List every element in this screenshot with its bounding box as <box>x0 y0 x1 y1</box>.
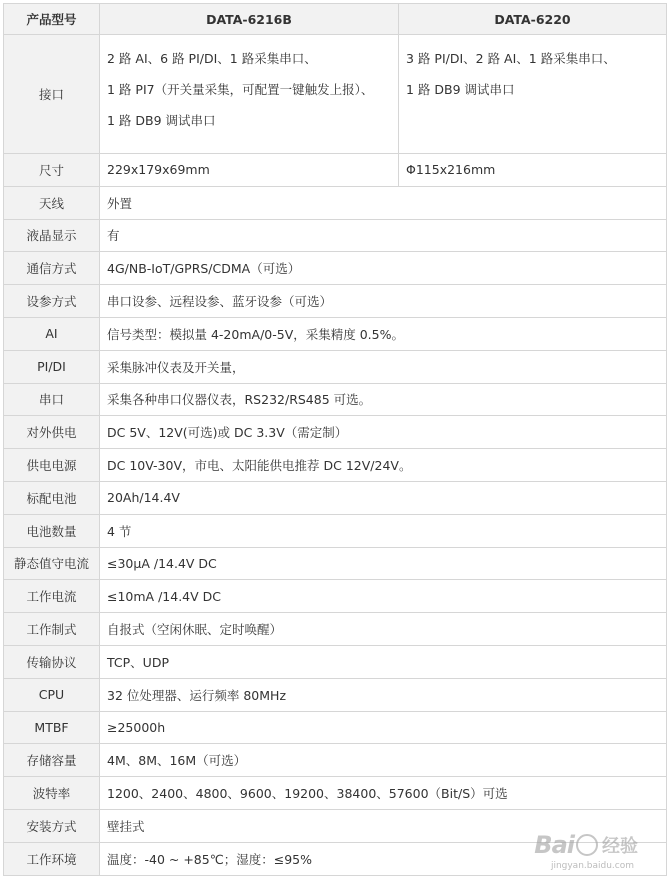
header-row <box>4 4 667 35</box>
watermark-brand: Bai <box>534 831 574 859</box>
table-row <box>4 317 667 350</box>
row-value: 有 <box>100 219 667 252</box>
row-value: ≤30μA /14.4V DC <box>100 547 667 580</box>
table-row <box>4 219 667 252</box>
header-model-b: DATA-6220 <box>399 4 667 35</box>
row-label: 工作环境 <box>4 842 100 875</box>
interface-a-line: 2 路 AI、6 路 PI/DI、1 路采集串口、 <box>107 51 317 66</box>
table-row <box>4 350 667 383</box>
row-value: 32 位处理器、运行频率 80MHz <box>100 678 667 711</box>
row-value: 4G/NB-IoT/GPRS/CDMA（可选） <box>100 252 667 285</box>
interface-value-a <box>100 35 399 154</box>
row-label: AI <box>4 317 100 350</box>
row-label: 工作电流 <box>4 580 100 613</box>
row-value: 4M、8M、16M（可选） <box>100 744 667 777</box>
row-label: 静态值守电流 <box>4 547 100 580</box>
table-row <box>4 416 667 449</box>
table-row <box>4 481 667 514</box>
row-value: DC 5V、12V(可选)或 DC 3.3V（需定制） <box>100 416 667 449</box>
row-value: 采集脉冲仪表及开关量， <box>100 350 667 383</box>
row-value: 温度：-40 ~ +85℃；湿度：≤95% <box>100 842 667 875</box>
row-value: 20Ah/14.4V <box>100 481 667 514</box>
row-label: 设参方式 <box>4 285 100 318</box>
size-value-b: Φ115x216mm <box>399 154 667 187</box>
watermark-url: jingyan.baidu.com <box>550 861 634 871</box>
table-row <box>4 613 667 646</box>
table-row <box>4 645 667 678</box>
table-row <box>4 514 667 547</box>
row-label: 传输协议 <box>4 645 100 678</box>
spec-table <box>3 3 667 876</box>
row-label: 波特率 <box>4 777 100 810</box>
header-label: 产品型号 <box>4 4 100 35</box>
row-value: 外置 <box>100 186 667 219</box>
table-row <box>4 777 667 810</box>
row-label: 液晶显示 <box>4 219 100 252</box>
row-value: TCP、UDP <box>100 645 667 678</box>
table-row <box>4 580 667 613</box>
row-value: ≥25000h <box>100 711 667 744</box>
row-label: 标配电池 <box>4 481 100 514</box>
row-label: 供电电源 <box>4 449 100 482</box>
row-value: 4 节 <box>100 514 667 547</box>
row-value: 1200、2400、4800、9600、19200、38400、57600（Bit/S）可选 <box>100 777 667 810</box>
row-label: CPU <box>4 678 100 711</box>
table-row <box>4 449 667 482</box>
table-row <box>4 383 667 416</box>
row-label: 对外供电 <box>4 416 100 449</box>
row-label: 通信方式 <box>4 252 100 285</box>
row-label: 安装方式 <box>4 809 100 842</box>
interface-value-b <box>399 35 667 154</box>
row-label: 存储容量 <box>4 744 100 777</box>
table-row <box>4 285 667 318</box>
row-label: 工作制式 <box>4 613 100 646</box>
row-value: ≤10mA /14.4V DC <box>100 580 667 613</box>
row-value: DC 10V-30V，市电、太阳能供电推荐 DC 12V/24V。 <box>100 449 667 482</box>
row-label: 电池数量 <box>4 514 100 547</box>
watermark-logo <box>534 831 638 859</box>
table-row <box>4 678 667 711</box>
row-value: 信号类型：模拟量 4-20mA/0-5V，采集精度 0.5%。 <box>100 317 667 350</box>
row-label: 串口 <box>4 383 100 416</box>
header-model-a: DATA-6216B <box>100 4 399 35</box>
row-label: 尺寸 <box>4 154 100 187</box>
table-row <box>4 252 667 285</box>
row-value: 串口设参、远程设参、蓝牙设参（可选） <box>100 285 667 318</box>
row-value: 壁挂式 <box>100 809 667 842</box>
interface-b-line: 3 路 PI/DI、2 路 AI、1 路采集串口、 <box>406 51 616 66</box>
interface-a-line: 1 路 PI7（开关量采集，可配置一键触发上报）、 <box>107 82 374 97</box>
size-value-a: 229x179x69mm <box>100 154 399 187</box>
row-label: PI/DI <box>4 350 100 383</box>
row-label: 天线 <box>4 186 100 219</box>
watermark-text: 经验 <box>602 836 638 857</box>
interface-row <box>4 35 667 154</box>
row-value: 自报式（空闲休眠、定时唤醒） <box>100 613 667 646</box>
size-row <box>4 154 667 187</box>
paw-icon <box>576 834 598 856</box>
row-value: 采集各种串口仪器仪表，RS232/RS485 可选。 <box>100 383 667 416</box>
table-row <box>4 711 667 744</box>
interface-b-line: 1 路 DB9 调试串口 <box>406 82 515 97</box>
table-row <box>4 744 667 777</box>
table-row <box>4 186 667 219</box>
interface-a-line: 1 路 DB9 调试串口 <box>107 113 216 128</box>
row-label: MTBF <box>4 711 100 744</box>
table-row <box>4 547 667 580</box>
row-label: 接口 <box>4 35 100 154</box>
